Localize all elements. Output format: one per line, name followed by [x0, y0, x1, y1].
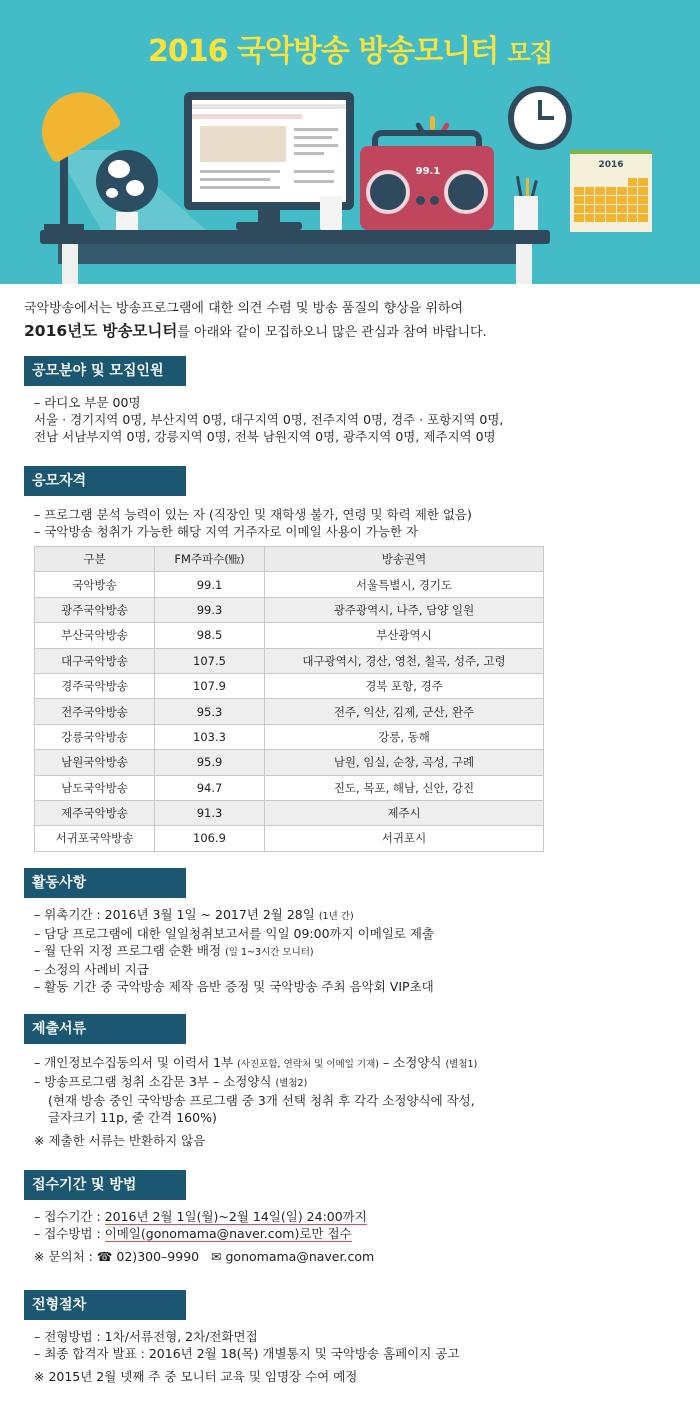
activity-line-text: – 월 단위 지정 프로그램 순환 배정	[34, 943, 222, 958]
radio-dial	[416, 196, 425, 205]
header-banner	[0, 0, 700, 284]
table-cell: 107.9	[155, 673, 265, 698]
phone-icon: ☎	[96, 1249, 113, 1264]
eligibility-line: – 국악방송 청취가 가능한 해당 지역 거주자로 이메일 사용이 가능한 자	[34, 524, 419, 539]
intro-text	[24, 298, 664, 344]
table-cell: 남원국악방송	[35, 750, 155, 775]
table-row	[35, 724, 544, 749]
selection-line: – 최종 합격자 발표 : 2016년 2월 18(목) 개별통지 및 국악방송 홈페이지 공고	[34, 1346, 460, 1361]
pen-cup-icon	[514, 196, 538, 230]
application-period: 2016년 2월 1일(월)~2월 14일(일) 24:00까지	[104, 1209, 367, 1224]
globe-icon	[96, 150, 158, 212]
recruitment-line: 전남 서남부지역 0명, 강릉지역 0명, 전북 남원지역 0명, 광주지역 0명, 제주지역 0명	[34, 429, 496, 444]
selection-note: ※ 2015년 2월 넷째 주 중 모니터 교육 및 임명장 수여 예정	[34, 1369, 358, 1384]
table-cell: 광주국악방송	[35, 597, 155, 622]
table-cell: 대구광역시, 경산, 영천, 칠곡, 성주, 고령	[265, 648, 544, 673]
intro-highlight: 2016년도 방송모니터	[24, 322, 178, 340]
activity-line-text: – 위촉기간 : 2016년 3월 1일 ~ 2017년 2월 28일	[34, 907, 315, 922]
activity-line	[34, 906, 674, 925]
table-cell: 경북 포항, 경주	[265, 673, 544, 698]
application-label: – 접수기간 :	[34, 1209, 105, 1224]
table-cell: 강릉, 동해	[265, 724, 544, 749]
table-cell: 제주시	[265, 800, 544, 825]
section-eligibility-body	[34, 506, 674, 540]
monitor-base	[236, 222, 302, 230]
recruitment-line: – 라디오 부문 00명	[34, 395, 141, 410]
table-cell: 남원, 임실, 순창, 곡성, 구례	[265, 750, 544, 775]
station-table	[34, 546, 544, 852]
contact-line	[34, 1248, 674, 1265]
table-cell: 서귀포시	[265, 826, 544, 851]
document-line	[34, 1054, 674, 1073]
table-row	[35, 597, 544, 622]
table-header-cell: FM주파수(㎒)	[155, 547, 265, 572]
document-line: 글자크기 11p, 줄 간격 160%)	[48, 1110, 217, 1125]
activity-line	[34, 942, 674, 961]
activity-line: – 담당 프로그램에 대한 일일청취보고서를 익일 09:00까지 이메일로 제출	[34, 926, 435, 941]
desk-leg	[62, 244, 78, 284]
table-cell: 전주, 익산, 김제, 군산, 완주	[265, 699, 544, 724]
table-cell: 대구국악방송	[35, 648, 155, 673]
table-cell: 전주국악방송	[35, 699, 155, 724]
intro-line-2	[24, 320, 664, 344]
table-row	[35, 826, 544, 851]
section-application-body	[34, 1208, 674, 1265]
selection-line: – 전형방법 : 1차/서류전형, 2차/전화면접	[34, 1329, 258, 1344]
section-heading-eligibility: 응모자격	[24, 466, 186, 496]
application-line	[34, 1225, 674, 1242]
activity-line: – 소정의 사례비 지급	[34, 962, 149, 977]
activity-line: – 활동 기간 중 국악방송 제작 음반 증정 및 국악방송 주최 음악회 VIP초대	[34, 979, 434, 994]
document-line-text: – 소정양식	[382, 1055, 442, 1070]
table-cell: 98.5	[155, 623, 265, 648]
calendar-icon	[570, 150, 652, 232]
document-line-text: – 방송프로그램 청취 소감문 3부 – 소정양식	[34, 1074, 272, 1089]
table-row	[35, 699, 544, 724]
section-heading-activities: 활동사항	[24, 868, 186, 898]
table-row	[35, 648, 544, 673]
section-activities-body	[34, 906, 674, 995]
banner-title	[0, 26, 700, 70]
document-line-note: (사진포함, 연락처 및 이메일 기재)	[237, 1059, 379, 1070]
table-cell: 95.9	[155, 750, 265, 775]
document-line-note: (별첨1)	[445, 1059, 478, 1070]
section-heading-application: 접수기간 및 방법	[24, 1170, 186, 1200]
table-row	[35, 800, 544, 825]
table-header-cell: 구분	[35, 547, 155, 572]
application-method: 이메일(gonomama@naver.com)로만 접수	[104, 1226, 352, 1241]
table-cell: 제주국악방송	[35, 800, 155, 825]
table-cell: 국악방송	[35, 572, 155, 597]
document-line	[34, 1073, 674, 1092]
table-cell: 경주국악방송	[35, 673, 155, 698]
banner-title-main: 2016 국악방송 방송모니터	[147, 34, 499, 69]
desk-leg	[516, 244, 532, 284]
section-documents-body	[34, 1054, 674, 1149]
globe-stand	[116, 212, 138, 230]
table-row	[35, 623, 544, 648]
table-cell: 서울특별시, 경기도	[265, 572, 544, 597]
desk-top	[40, 230, 550, 244]
table-cell: 강릉국악방송	[35, 724, 155, 749]
monitor-screen	[192, 100, 346, 202]
table-cell: 106.9	[155, 826, 265, 851]
section-heading-documents: 제출서류	[24, 1014, 186, 1044]
table-header-cell: 방송권역	[265, 547, 544, 572]
table-cell: 광주광역시, 나주, 담양 일원	[265, 597, 544, 622]
clock-icon	[508, 86, 572, 150]
mug-icon	[320, 196, 342, 230]
contact-label: ※ 문의처 :	[34, 1249, 97, 1264]
activity-line-note: (1년 간)	[318, 911, 354, 922]
intro-line-1: 국악방송에서는 방송프로그램에 대한 의견 수렴 및 방송 품질의 향상을 위하여	[24, 301, 464, 316]
document-line: (현재 방송 중인 국악방송 프로그램 중 3개 선택 청취 후 각각 소정양식에 작성,	[48, 1093, 475, 1108]
table-cell: 99.3	[155, 597, 265, 622]
recruitment-line: 서울 · 경기지역 0명, 부산지역 0명, 대구지역 0명, 전주지역 0명, 경주 · 포항지역 0명,	[34, 412, 504, 427]
radio-frequency: 99.1	[415, 166, 441, 177]
table-row	[35, 572, 544, 597]
intro-line-2-rest: 를 아래와 같이 모집하오니 많은 관심과 참여 바랍니다.	[177, 325, 487, 340]
table-cell: 95.3	[155, 699, 265, 724]
activity-line-note: (일 1~3시간 모니터)	[225, 947, 314, 958]
table-cell: 99.1	[155, 572, 265, 597]
contact-phone: 02)300–9990	[116, 1249, 200, 1264]
table-cell: 부산국악방송	[35, 623, 155, 648]
table-row	[35, 750, 544, 775]
document-line-text: – 개인정보수집동의서 및 이력서 1부	[34, 1055, 234, 1070]
table-cell: 부산광역시	[265, 623, 544, 648]
table-cell: 진도, 목포, 해남, 신안, 강진	[265, 775, 544, 800]
application-line	[34, 1208, 674, 1225]
table-header-row	[35, 547, 544, 572]
table-cell: 94.7	[155, 775, 265, 800]
table-cell: 107.5	[155, 648, 265, 673]
radio-dial	[430, 196, 439, 205]
table-cell: 남도국악방송	[35, 775, 155, 800]
eligibility-line: – 프로그램 분석 능력이 있는 자 (직장인 및 재학생 불가, 연령 및 학력 제한 없음)	[34, 507, 472, 522]
section-recruitment-body	[34, 394, 674, 445]
mail-icon: ✉	[211, 1249, 222, 1264]
table-row	[35, 673, 544, 698]
table-cell: 91.3	[155, 800, 265, 825]
desk-shelf	[58, 244, 530, 264]
calendar-grid	[574, 178, 648, 222]
table-cell: 서귀포국악방송	[35, 826, 155, 851]
calendar-year: 2016	[598, 160, 624, 170]
table-cell: 103.3	[155, 724, 265, 749]
document-note: ※ 제출한 서류는 반환하지 않음	[34, 1133, 206, 1148]
confetti-decoration	[430, 116, 435, 130]
table-row	[35, 775, 544, 800]
application-label: – 접수방법 :	[34, 1226, 105, 1241]
contact-email[interactable]: gonomama@naver.com	[225, 1249, 375, 1264]
document-line-note: (별첨2)	[275, 1078, 308, 1089]
section-heading-selection: 전형절차	[24, 1290, 186, 1320]
section-heading-recruitment: 공모분야 및 모집인원	[24, 356, 186, 386]
banner-title-small: 모집	[507, 39, 553, 67]
section-selection-body	[34, 1328, 674, 1385]
